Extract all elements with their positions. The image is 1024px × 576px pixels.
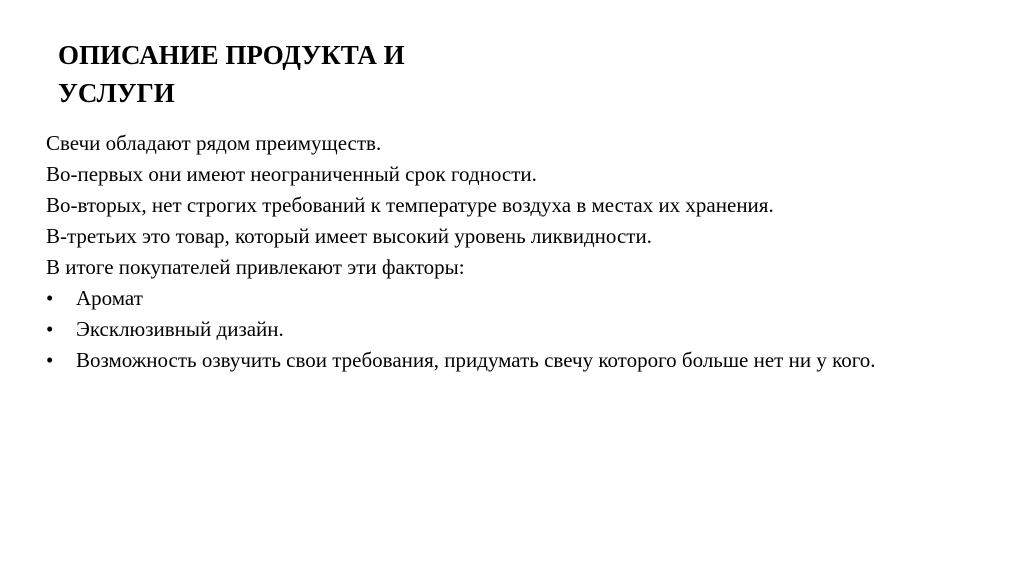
paragraph-3: Во-вторых, нет строгих требований к температуре воздуха в местах их хранения.	[46, 193, 774, 217]
list-item-text: Эксклюзивный дизайн.	[76, 317, 284, 341]
list-item-text: Возможность озвучить свои требования, придумать свечу которого больше нет ни у кого.	[76, 348, 876, 372]
list-item	[46, 314, 926, 345]
slide-title-line-1: ОПИСАНИЕ ПРОДУКТА И	[58, 40, 405, 70]
paragraph-4: В-третьих это товар, который имеет высокий уровень ликвидности.	[46, 224, 652, 248]
paragraph-2: Во-первых они имеют неограниченный срок годности.	[46, 162, 537, 186]
bullet-icon: •	[46, 317, 54, 341]
factor-list	[46, 283, 926, 376]
slide-title	[58, 36, 478, 112]
slide-body	[46, 128, 926, 376]
list-item	[46, 345, 896, 376]
paragraph-1: Свечи обладают рядом преимуществ.	[46, 131, 382, 155]
bullet-icon: •	[46, 286, 54, 310]
bullet-icon: •	[46, 348, 54, 372]
slide-title-line-2: УСЛУГИ	[58, 78, 175, 108]
list-item-text: Аромат	[76, 286, 143, 310]
list-item	[46, 283, 926, 314]
paragraph-5: В итоге покупателей привлекают эти факторы:	[46, 255, 465, 279]
